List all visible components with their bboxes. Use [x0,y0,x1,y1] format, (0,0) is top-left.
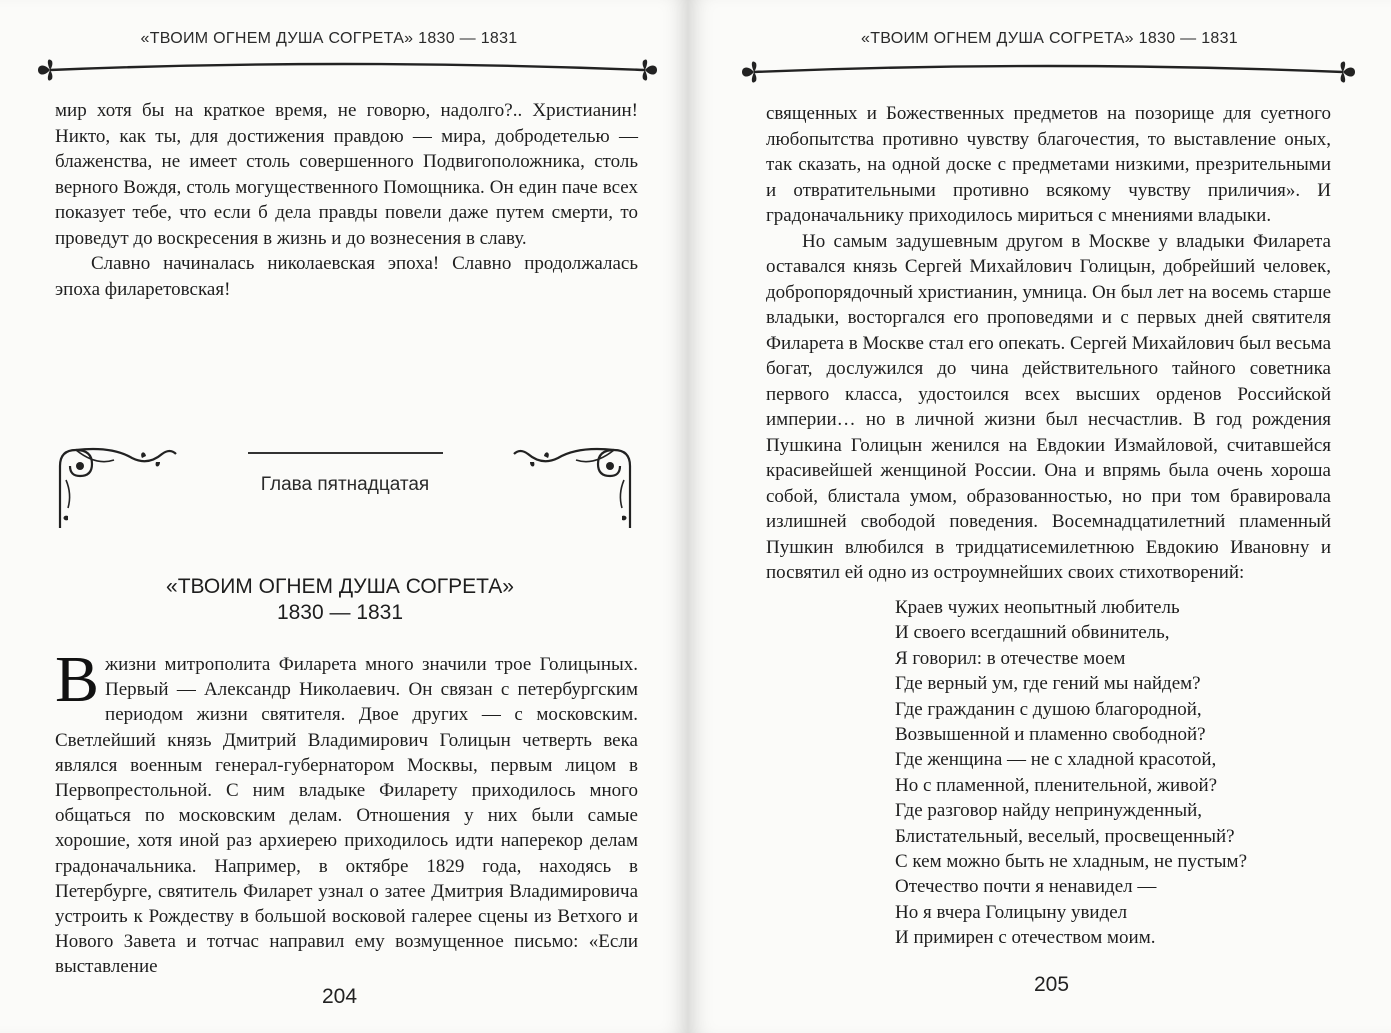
poem-line: Отечество почти я ненавидел — [895,876,1157,898]
poem-line: И своего всегдашний обвинитель, [895,622,1170,644]
chapter-opening-text [55,643,638,980]
paragraph: священных и Божественных предметов на позорище для суетного любопытства противно чувству благочестия, то выставление оных, так сказать, на одной доске с предметами низкими, презрительными и отвратительными противно всякому чувству приличия». И градоначальнику приходилось мириться с мнениями владыки. [766,103,1331,226]
poem-line: Блистательный, веселый, просвещенный? [895,825,1235,847]
header-rule-ornament [0,50,688,90]
paragraph: Но самым задушевным другом в Москве у владыки Филарета оставался князь Сергей Михайлович Голицын, добрейший человек, добропорядочный христианин, умница. Он был лет на восемь старше владыки, восторгался его проповедями и с первых дней святителя Филарета в Москве стал его опекать. Сергей Михайлович был весьма богат, дослужился до чина действительного тайного советника первого класса, удостоился всех высших орденов Российской империи… но в личной жизни был несчастлив. В год рождения Пушкина Голицын женился на Евдокии Измайловой, считавшейся красивейшей женщиной России. Она и впрямь была очень хороша собой, блистала умом, образованностью, но при том бравировала излишней свободой поведения. Восемнадцатилетний пламенный Пушкин влюбился в тридцатисемилетнюю Евдокию Ивановну и посвятил ей одно из остроумнейших своих стихотворений: [766,230,1331,583]
left-page [0,0,688,1033]
header-rule-ornament [688,50,1391,90]
chapter-label: Глава пятнадцатая [260,474,430,495]
poem-line: Краев чужих неопытный любитель [895,597,1180,618]
poem-line: Но с пламенной, пленительной, живой? [895,774,1218,796]
chapter-title: «ТВОИМ ОГНЕМ ДУША СОГРЕТА» [166,575,514,598]
poem-line: С кем можно быть не хладным, не пустым? [895,851,1248,873]
paragraph: Славно начиналась николаевская эпоха! Славно продолжалась эпоха филаретовская! [55,253,638,300]
right-page [688,0,1391,1033]
chapter-years: 1830 — 1831 [276,601,404,624]
running-head-left: «ТВОИМ ОГНЕМ ДУША СОГРЕТА» 1830 — 1831 [140,30,518,47]
poem-line: Но я вчера Голицыну увидел [895,901,1128,923]
page-number: 205 [1034,973,1070,996]
page-number: 204 [322,985,358,1008]
paragraph: мир хотя бы на краткое время, не говорю, надолго?.. Христианин! Никто, как ты, для достижения правдою — мира, добродетелью — блаженства, не имеет столь совершенного Подвигоположника, столь верного Вождя, столь могущественного Помощника. Он един паче всех показует тебе, что если б дела правды повели даже путем смерти, то проведут до воскресения в жизнь и до вознесения в славу. [55,100,638,249]
paragraph [55,643,638,980]
poem-line: Где женщина — не с хладной красотой, [895,749,1217,771]
poem-line: Возвышенной и пламенно свободной? [895,724,1206,746]
poem-line: Я говорил: в отечестве моем [895,647,1126,669]
poem [895,595,1247,951]
paragraph-body: жизни митрополита Филарета много значили трое Голицыных. Первый — Александр Николаевич. Он связан с петербургским периодом жизни святителя. Двое других — с московским. Светлейший князь Дмитрий Владимирович Голицын четверть века являлся военным генерал-губернатором Москвы, первым лицом в Первопрестольной. С ним владыке Филарету приходилось много общаться по московским делам. Отношения у них были самые хорошие, хотя иной раз архиерею приходилось идти наперекор делам градоначальника. Например, в октябре 1829 года, находясь в Петербурге, святитель Филарет узнал о затее Дмитрия Владимировича устроить к Рождеству в большой восковой галерее сцены из Ветхого и Нового Завета и тотчас направил ему возмущенное письмо: «Если выставление [55,654,638,978]
poem-line: Где верный ум, где гений мы найдем? [895,673,1201,695]
corner-ornament-icon [508,436,638,536]
poem-line: И примирен с отечеством моим. [895,927,1156,949]
poem-line: Где гражданин с душою благородной, [895,698,1202,720]
chapter-heading-block [52,436,638,536]
running-head-right: «ТВОИМ ОГНЕМ ДУША СОГРЕТА» 1830 — 1831 [861,30,1238,47]
drop-cap: В [55,643,100,716]
chapter-rule [248,452,443,454]
right-body-text [766,101,1331,586]
left-top-text [55,98,638,302]
poem-line: Где разговор найду непринужденный, [895,800,1203,822]
